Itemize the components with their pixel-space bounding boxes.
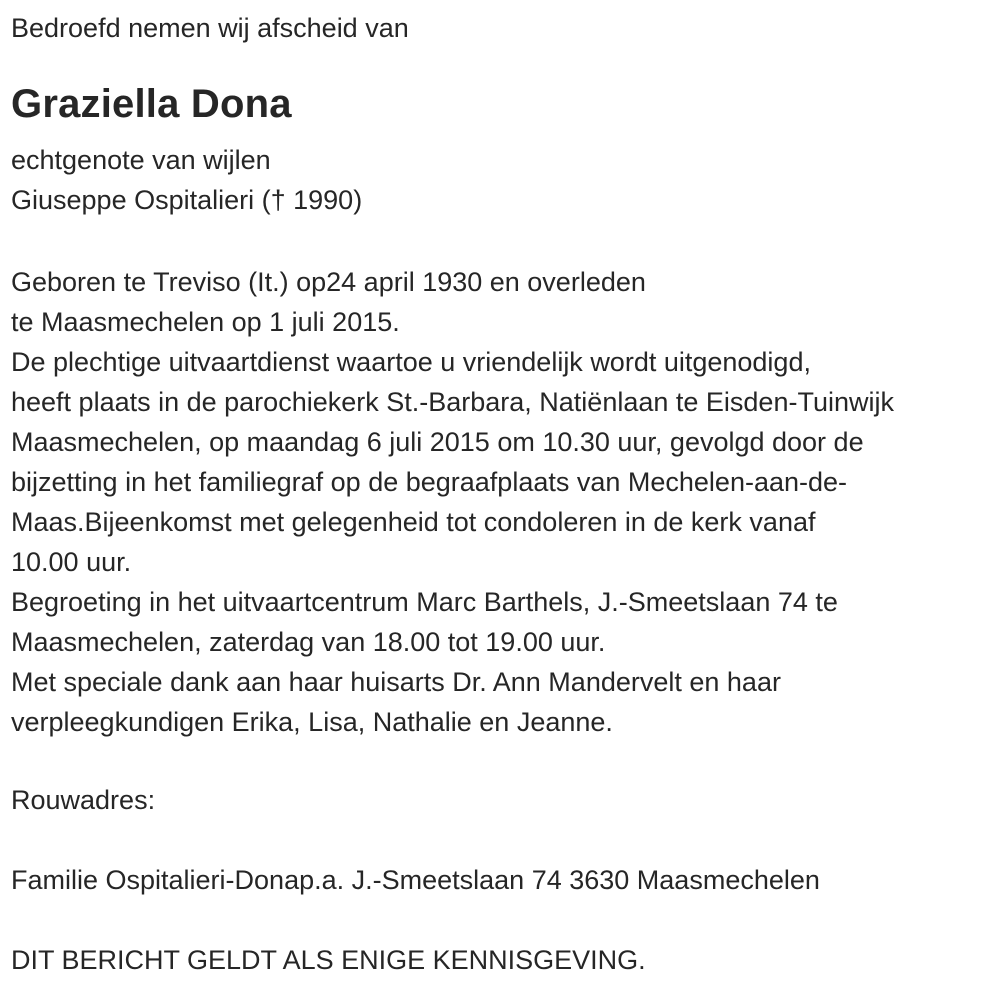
mourning-address-value: Familie Ospitalieri-Donap.a. J.-Smeetslaan 74 3630 Maasmechelen [11, 865, 820, 895]
mourning-address-label: Rouwadres: [11, 785, 156, 815]
relation-line: Giuseppe Ospitalieri († 1990) [11, 185, 363, 215]
body-line: 10.00 uur. [11, 547, 132, 577]
body-line: te Maasmechelen op 1 juli 2015. [11, 307, 400, 337]
relation-block [11, 140, 980, 220]
body-line: De plechtige uitvaartdienst waartoe u vriendelijk wordt uitgenodigd, [11, 347, 811, 377]
relation-line: echtgenote van wijlen [11, 145, 271, 175]
body-line: heeft plaats in de parochiekerk St.-Barbara, Natiënlaan te Eisden-Tuinwijk [11, 387, 894, 417]
body-line: verpleegkundigen Erika, Lisa, Nathalie en Jeanne. [11, 707, 613, 737]
body-line: Maas.Bijeenkomst met gelegenheid tot condoleren in de kerk vanaf [11, 507, 816, 537]
body-line: Begroeting in het uitvaartcentrum Marc Barthels, J.-Smeetslaan 74 te [11, 587, 838, 617]
body-line: Maasmechelen, op maandag 6 juli 2015 om 10.30 uur, gevolgd door de [11, 427, 864, 457]
deceased-name: Graziella Dona [11, 82, 292, 126]
body-line: bijzetting in het familiegraf op de begraafplaats van Mechelen-aan-de- [11, 467, 848, 497]
intro-line: Bedroefd nemen wij afscheid van [11, 13, 409, 43]
body-line: Maasmechelen, zaterdag van 18.00 tot 19.00 uur. [11, 627, 606, 657]
notice-body [11, 262, 980, 742]
body-line: Geboren te Treviso (It.) op24 april 1930 en overleden [11, 267, 646, 297]
body-line: Met speciale dank aan haar huisarts Dr. Ann Mandervelt en haar [11, 667, 781, 697]
footer-notice: DIT BERICHT GELDT ALS ENIGE KENNISGEVING. [11, 945, 646, 975]
